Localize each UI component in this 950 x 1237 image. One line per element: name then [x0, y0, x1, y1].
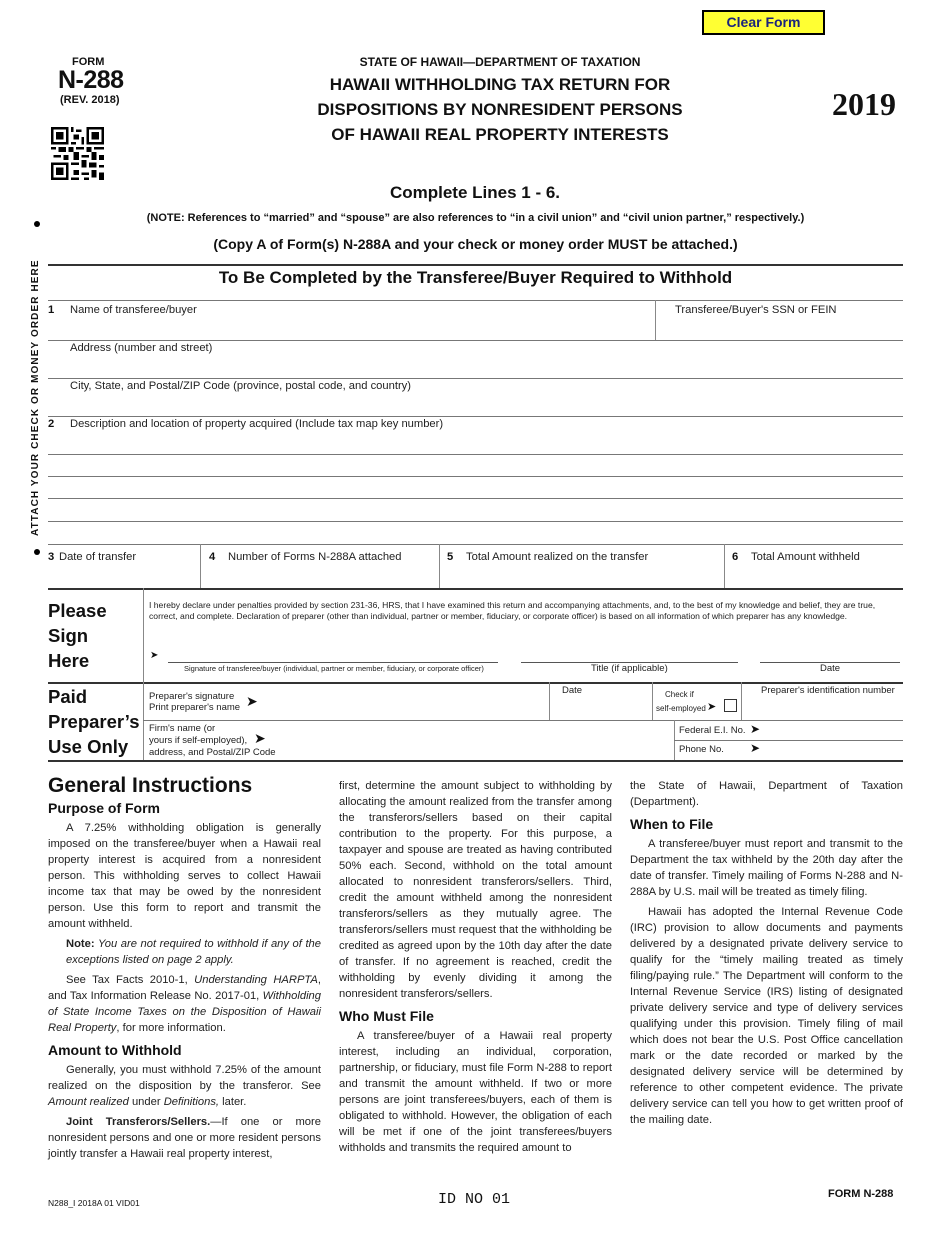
divider [143, 588, 144, 683]
purpose-paragraph: A 7.25% withholding obligation is generally imposed on the transferee/buyer when a Hawaii real property interest is acquired from a nonresident person. This withholding serves to collect Hawaii income tax that may be owed by the nonresident person. Use this form to report and transmit the amount withheld. [48, 822, 321, 930]
rule [48, 588, 903, 590]
joint-label: Joint Transferors/Sellers. [66, 1116, 211, 1128]
amount-realized-label: Total Amount realized on the transfer [466, 551, 649, 563]
preparer-heading-1: Paid [48, 686, 88, 707]
when-paragraph-1: A transferee/buyer must report and transmit to the Department the tax withheld by the 20th day after the date of transfer. Timely mailing of Forms N-288 and N-288A by U.S. mail will be treated as timely filing. [630, 838, 903, 898]
general-instructions-heading: General Instructions [48, 774, 253, 797]
fein-input[interactable] [766, 721, 903, 739]
see-italic: Withholding of State Income Taxes on the Disposition of Hawaii Real Property [48, 990, 321, 1034]
date-of-transfer-input[interactable] [48, 566, 200, 588]
rule [168, 662, 498, 663]
instructions-column-1 [48, 774, 321, 1166]
line-3-number: 3 [48, 551, 55, 563]
footer-id-no: ID NO 01 [438, 1191, 511, 1208]
civil-union-note: (NOTE: References to “married” and “spouse” are also references to “in a civil union” and “civil union partner,” respectively.) [146, 212, 805, 224]
attachment-note: (Copy A of Form(s) N-288A and your check or money order MUST be attached.) [213, 236, 738, 252]
when-paragraph-2: Hawaii has adopted the Internal Revenue Code (IRC) provision to allow documents and payments delivered by a designated private delivery service to qualify for the “timely mailing treated as timely filing/paying rule.” The Department will conform to the Internal Revenue Service (IRS) listing of designated private delivery service and type of delivery services qualifying under this provision. Timely filing of mail which does not bear the U.S. Post Office cancellation mark or the date recorded or marked by the designated delivery service will be determined by reference to other competent evidence. The private delivery service can tell you how to get written proof of the mailing date. [630, 906, 903, 1126]
transferee-section-title: To Be Completed by the Transferee/Buyer Required to Withhold [218, 268, 733, 287]
see-paragraph [48, 972, 321, 1036]
preparer-id-input[interactable] [743, 697, 903, 719]
preparer-signature-label: Preparer's signature [149, 691, 235, 702]
department-paragraph: the State of Hawaii, Department of Taxation (Department). [630, 780, 903, 808]
firm-label-3: address, and Postal/ZIP Code [149, 747, 276, 758]
footer-form-number: FORM N-288 [828, 1188, 894, 1200]
amount-paragraph [48, 1062, 321, 1110]
arrow-right-icon: ➤ [246, 693, 258, 709]
instructions-column-3 [630, 778, 903, 1132]
sign-date-input[interactable] [760, 645, 900, 663]
see-text: , and Tax Information Release No. 2017-01, [48, 974, 321, 1002]
sign-heading-1: Please [48, 600, 107, 621]
forms-attached-input[interactable] [202, 566, 438, 588]
firm-label-1: Firm's name (or [149, 723, 216, 734]
note-paragraph [48, 936, 321, 968]
signature-input[interactable] [168, 645, 498, 663]
arrow-right-icon: ➤ [707, 701, 717, 713]
see-italic: Understanding HARPTA [194, 974, 318, 986]
rule [48, 682, 903, 684]
address-label: Address (number and street) [70, 342, 213, 354]
amount-italic: Amount realized [48, 1096, 129, 1108]
line-2-number: 2 [48, 418, 55, 430]
rule [48, 378, 903, 379]
rule [48, 476, 903, 477]
arrow-right-icon: ➤ [750, 722, 761, 736]
amount-realized-input[interactable] [441, 566, 723, 588]
form-number: N-288 [58, 66, 124, 94]
preparer-date-input[interactable] [551, 697, 651, 719]
amount-text: under [128, 1096, 164, 1108]
rule [48, 340, 903, 341]
preparer-heading-3: Use Only [48, 736, 129, 757]
complete-lines-note: Complete Lines 1 - 6. [389, 183, 561, 202]
sign-heading-2: Sign [48, 625, 89, 646]
arrow-right-icon: ➤ [150, 650, 159, 661]
title-label: Title (if applicable) [591, 663, 668, 674]
line-4-number: 4 [209, 551, 216, 563]
preparer-heading-2: Preparer’s [48, 711, 140, 732]
rule [48, 521, 903, 522]
rule [48, 498, 903, 499]
city-label: City, State, and Postal/ZIP Code (province, postal code, and country) [70, 380, 411, 392]
title-line-2: DISPOSITIONS BY NONRESIDENT PERSONS [317, 100, 683, 119]
self-employed-checkbox[interactable] [724, 699, 737, 712]
forms-attached-label: Number of Forms N-288A attached [228, 551, 402, 563]
clear-form-button[interactable]: Clear Form [702, 10, 825, 35]
transferee-ssn-input[interactable] [660, 318, 903, 340]
arrow-right-icon: ➤ [750, 741, 761, 755]
divider [741, 682, 742, 720]
description-label: Description and location of property acquired (Include tax map key number) [70, 418, 444, 430]
line-5-number: 5 [447, 551, 454, 563]
fein-label: Federal E.I. No. [679, 725, 746, 736]
firm-label-2: yours if self-employed), [149, 735, 248, 746]
rule [48, 300, 903, 301]
title-line-3: OF HAWAII REAL PROPERTY INTERESTS [331, 125, 669, 144]
form-revision: (REV. 2018) [60, 94, 120, 106]
tax-year: 2019 [832, 86, 896, 122]
line-1-number: 1 [48, 304, 55, 316]
divider [439, 544, 440, 588]
transferee-name-input[interactable] [66, 318, 654, 340]
firm-name-input[interactable] [276, 722, 672, 760]
note-label: Note: [66, 938, 95, 950]
rule [48, 454, 903, 455]
amount-italic: Definitions, [163, 1096, 220, 1108]
who-paragraph: A transferee/buyer of a Hawaii real property interest, including an individual, corporation, partnership, or fiduciary, must file Form N-288 to report and transmit the amount withheld. If two or more persons are joint transferees/buyers, each of them is obligated to withhold. However, the obligation of each will be met if one of the joint transferees/buyers withholds and transmits the required amount to [339, 1030, 612, 1154]
amount-withheld-input[interactable] [726, 566, 903, 588]
title-input[interactable] [521, 645, 738, 663]
divider [652, 682, 653, 720]
divider [655, 300, 656, 340]
divider [549, 682, 550, 720]
arrow-right-icon: ➤ [254, 730, 266, 746]
divider [143, 682, 144, 760]
transferee-ssn-label: Transferee/Buyer's SSN or FEIN [675, 304, 837, 316]
department-heading: STATE OF HAWAII—DEPARTMENT OF TAXATION [359, 55, 641, 69]
form-word: FORM [72, 56, 105, 68]
transferee-name-label: Name of transferee/buyer [70, 304, 197, 316]
city-input[interactable] [66, 394, 903, 416]
line-6-number: 6 [732, 551, 739, 563]
self-employed-label: self-employed [656, 704, 706, 713]
date-of-transfer-label: Date of transfer [59, 551, 137, 563]
divider [724, 544, 725, 588]
preparer-id-label: Preparer's identification number [761, 685, 895, 696]
paid-preparer-heading [48, 684, 140, 759]
sign-heading-3: Here [48, 650, 90, 671]
sign-date-label: Date [820, 663, 841, 674]
title-line-1: HAWAII WITHHOLDING TAX RETURN FOR [329, 75, 671, 94]
phone-input[interactable] [766, 741, 903, 759]
qr-code-icon [51, 127, 104, 180]
rule [48, 760, 903, 762]
section-top-rule [48, 264, 903, 266]
amount-to-withhold-heading: Amount to Withhold [48, 1042, 182, 1058]
rule [48, 544, 903, 545]
signature-label: Signature of transferee/buyer (individual, partner or member, fiduciary, or corporate officer) [184, 664, 484, 673]
check-if-label: Check if [665, 690, 694, 699]
attach-check-side-text: ATTACH YOUR CHECK OR MONEY ORDER HERE [30, 259, 41, 536]
joint-text: —If one or more nonresident persons and one or more resident persons jointly transfer a Hawaii real property interest, [48, 1116, 321, 1160]
see-text: , for more information. [116, 1022, 226, 1034]
form-title [250, 72, 750, 147]
please-sign-here-heading [48, 598, 107, 673]
preparer-signature-input[interactable] [268, 686, 548, 720]
declaration-text: I hereby declare under penalties provided by section 231-36, HRS, that I have examined this return and accompanying attachments, and, to the best of my knowledge and belief, they are true, correct, and complete. Declaration of preparer (other than individual, partner or member, fiduciary, or corporate officer) is based on all information of which preparer has any knowledge. [149, 600, 876, 621]
amount-text: Generally, you must withhold 7.25% of the amount realized on the disposition by the transferor. See [48, 1064, 321, 1092]
amount-withheld-label: Total Amount withheld [751, 551, 860, 563]
preparer-date-label: Date [562, 685, 583, 696]
when-to-file-heading: When to File [630, 816, 714, 832]
joint-paragraph [48, 1114, 321, 1162]
phone-label: Phone No. [679, 744, 724, 755]
allocation-paragraph: first, determine the amount subject to withholding by allocating the amount realized from the transfer among the transferors/sellers based on their capital contribution to the property. For this purpose, a taxpayer and spouse are treated as having contributed 50% each. Second, withhold on the total amount allocated to nonresident transferors/sellers. Third, credit the amount withheld among the nonresident transferors/sellers as they mutually agree. The transferors/sellers must request that the withholding be credited as agreed upon by the 10th day after the date of transfer. If no agreement is reached, credit the withholding by evenly dividing it among the nonresident transferors/sellers. [339, 780, 612, 1000]
purpose-heading: Purpose of Form [48, 800, 161, 816]
amount-text: later. [219, 1096, 247, 1108]
address-input[interactable] [66, 356, 903, 378]
print-name-label: Print preparer's name [149, 702, 241, 713]
bullet-bottom-icon [34, 549, 40, 555]
who-must-file-heading: Who Must File [339, 1008, 434, 1024]
divider [200, 544, 201, 588]
instructions-column-2 [339, 778, 612, 1160]
see-text: See Tax Facts 2010-1, [66, 974, 195, 986]
rule [48, 416, 903, 417]
description-input[interactable] [48, 432, 903, 544]
note-text: You are not required to withhold if any of the exceptions listed on page 2 apply. [66, 938, 321, 966]
footer-vid: N288_I 2018A 01 VID01 [48, 1198, 140, 1208]
